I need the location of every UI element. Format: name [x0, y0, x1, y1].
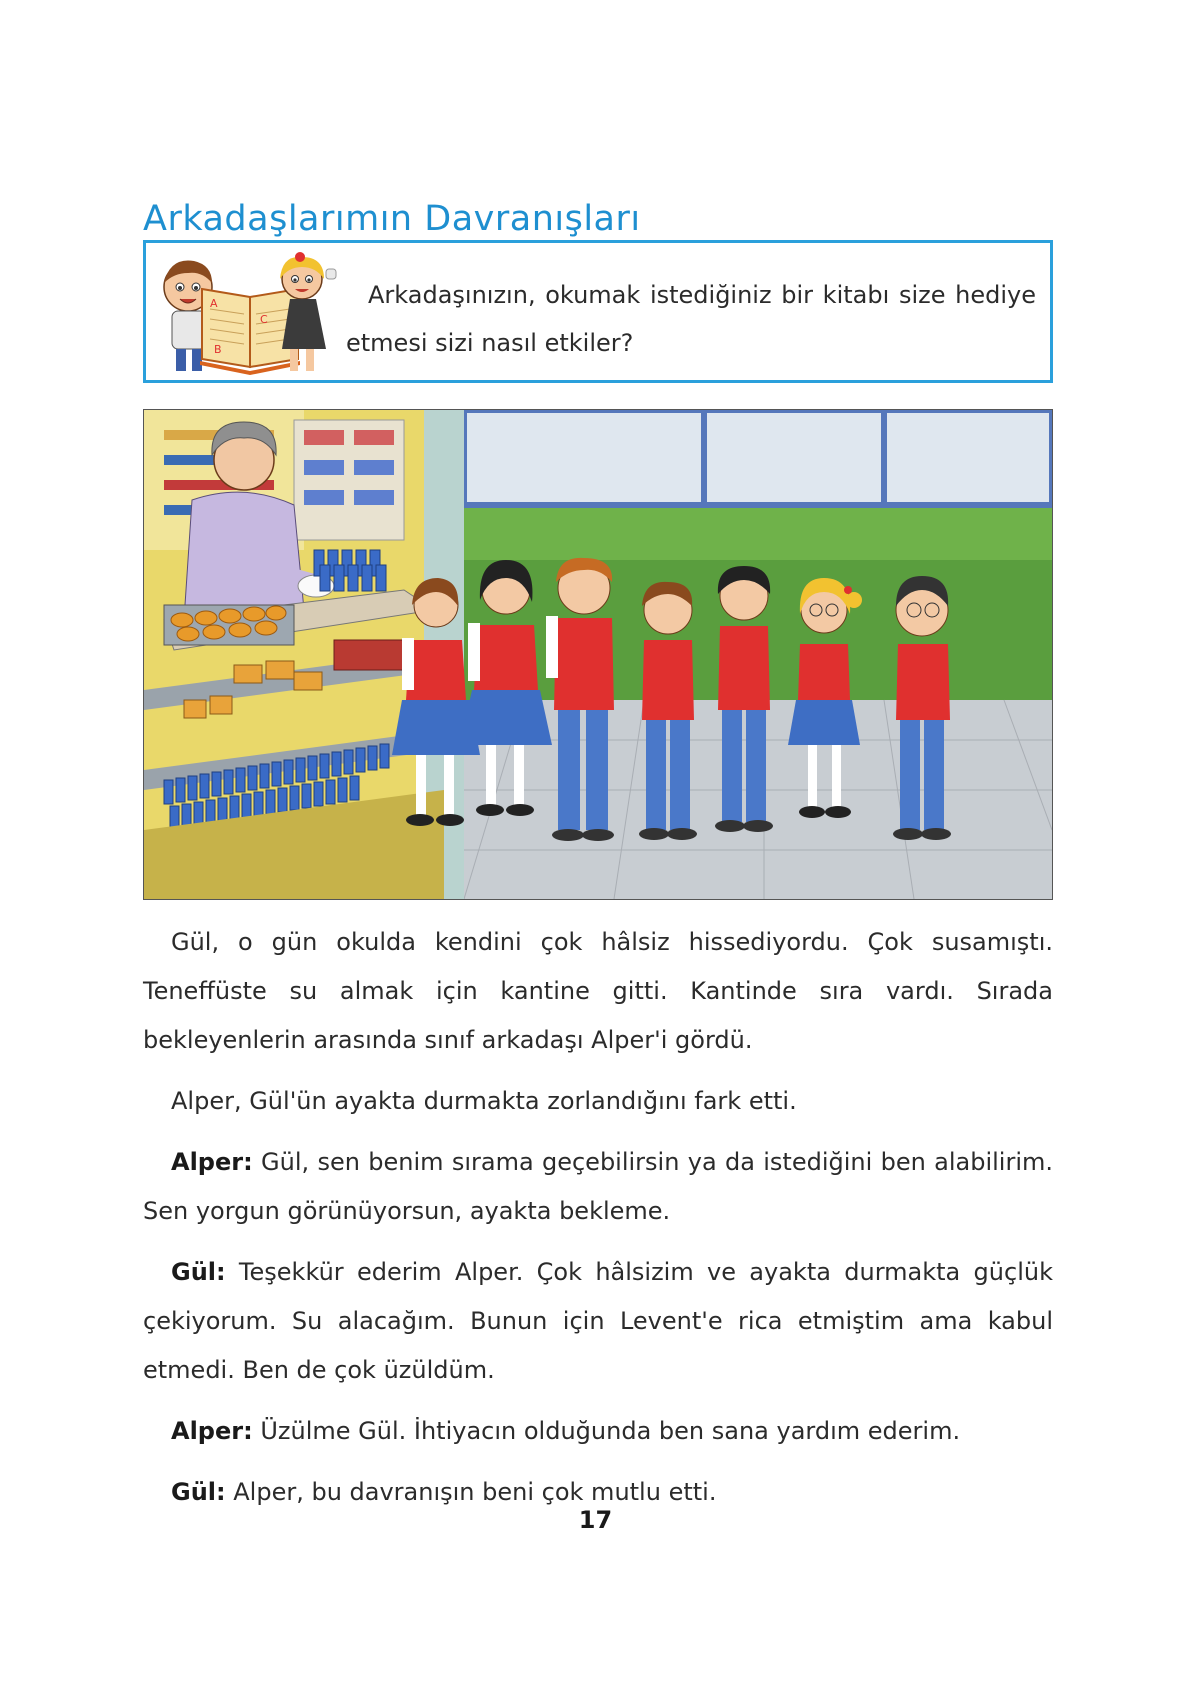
speaker-name: Alper: — [171, 1417, 253, 1445]
dialogue-line — [143, 1248, 1053, 1395]
dialogue-line — [143, 1138, 1053, 1236]
dialogue-text: Üzülme Gül. İhtiyacın olduğunda ben sana yardım ederim. — [260, 1417, 961, 1445]
story-paragraph — [143, 918, 1053, 1065]
canteen-queue-illustration — [143, 409, 1053, 900]
speaker-name: Alper: — [171, 1148, 253, 1176]
dialogue-line — [143, 1407, 1053, 1456]
book-letter-c: C — [260, 313, 268, 326]
dialogue-text: Alper, bu davranışın beni çok mutlu etti. — [233, 1478, 717, 1506]
book-letter-a: A — [210, 297, 218, 310]
question-box — [143, 240, 1053, 383]
story-text — [143, 918, 1053, 1529]
dialogue-text: Gül, sen benim sırama geçebilirsin ya da istediğini ben alabilirim. Sen yorgun görünüyorsun, ayakta bekleme. — [143, 1148, 1053, 1225]
speaker-name: Gül: — [171, 1258, 226, 1286]
page-number: 17 — [578, 1506, 613, 1534]
paragraph-text: Gül, o gün okulda kendini çok hâlsiz hissediyordu. Çok susamıştı. Teneffüste su almak için kantine gitti. Kantinde sıra vardı. Sırada bekleyenlerin arasında sınıf arkadaşı Alper'i gördü. — [143, 928, 1053, 1054]
story-paragraph — [143, 1077, 1053, 1126]
book-letter-b: B — [214, 343, 222, 356]
page-title: Arkadaşlarımın Davranışları — [143, 199, 641, 240]
kids-reading-book-illustration — [150, 249, 340, 379]
paragraph-text: Alper, Gül'ün ayakta durmakta zorlandığını fark etti. — [171, 1087, 797, 1115]
speaker-name: Gül: — [171, 1478, 226, 1506]
dialogue-text: Teşekkür ederim Alper. Çok hâlsizim ve ayakta durmakta güçlük çekiyorum. Su alacağım. Bunun için Levent'e rica etmiştim ama kabul etmedi. Ben de çok üzüldüm. — [143, 1258, 1053, 1384]
question-text: Arkadaşınızın, okumak istediğiniz bir kitabı size hediye etmesi sizi nasıl etkiler? — [346, 281, 1036, 357]
